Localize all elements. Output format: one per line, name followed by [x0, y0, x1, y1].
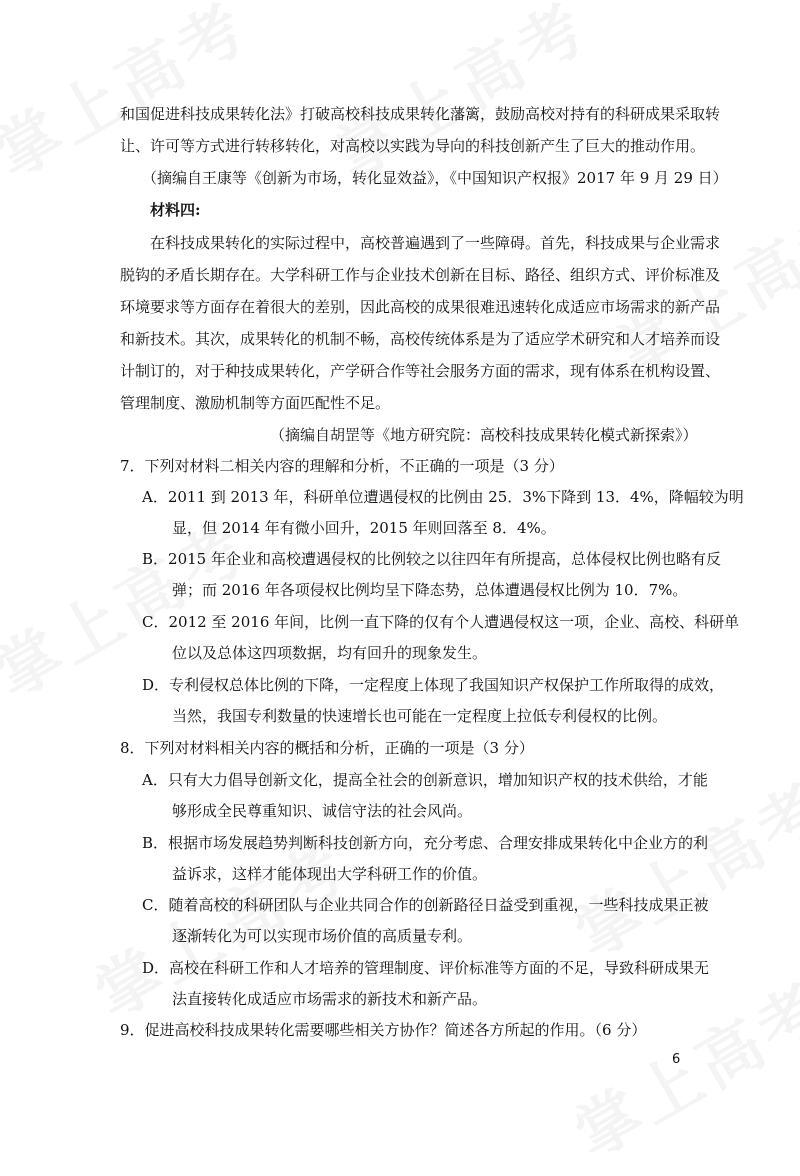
paragraph-line: 和国促进科技成果转化法》打破高校科技成果转化藩篱，鼓励高校对持有的科研成果采取转 — [120, 105, 721, 123]
option-line: 位以及总体这四项数据，均有回升的现象发生。 — [172, 644, 488, 662]
paragraph-line: 在科技成果转化的实际过程中，高校普遍遇到了一些障碍。首先，科技成果与企业需求 — [150, 234, 721, 252]
option-line: 益诉求，这样才能体现出大学科研工作的价值。 — [172, 865, 488, 883]
source-citation: （摘编自胡罡等《地方研究院：高校科技成果转化模式新探索》） — [270, 426, 698, 444]
option-line: B．2015 年企业和高校遭遇侵权的比例较之以往四年有所提高，总体侵权比例也略有反 — [142, 550, 721, 568]
paragraph-line: 让、许可等方式进行转移转化，对高校以实践为导向的科技创新产生了巨大的推动作用。 — [120, 137, 706, 155]
paragraph-line: 管理制度、激励机制等方面匹配性不足。 — [120, 394, 391, 412]
question-stem: 7．下列对材料二相关内容的理解和分析，不正确的一项是（3 分） — [120, 457, 564, 475]
option-line: 够形成全民尊重知识、诚信守法的社会风尚。 — [172, 802, 473, 820]
paragraph-line: 脱钩的矛盾长期存在。大学科研工作与企业技术创新在目标、路径、组织方式、评价标准及 — [120, 266, 721, 284]
section-heading: 材料四: — [150, 201, 201, 219]
page-number: 6 — [672, 1052, 681, 1067]
option-line: D．专利侵权总体比例的下降，一定程度上体现了我国知识产权保护工作所取得的成效， — [142, 676, 725, 694]
paragraph-line: 环境要求等方面存在着很大的差别，因此高校的成果很难迅速转化成适应市场需求的新产品 — [120, 298, 721, 316]
option-line: 显，但 2014 年有微小回升，2015 年则回落至 8．4%。 — [172, 519, 556, 537]
option-line: 弹；而 2016 年各项侵权比例均呈下降态势，总体遭遇侵权比例为 10．7%。 — [172, 581, 688, 599]
option-line: A．只有大力倡导创新文化，提高全社会的创新意识，增加知识产权的技术供给，才能 — [142, 771, 708, 789]
source-citation: （摘编自王康等《创新为市场，转化显效益》，《中国知识产权报》2017 年 9 月 29 日） — [142, 169, 728, 187]
option-line: D．高校在科研工作和人才培养的管理制度、评价标准等方面的不足，导致科研成果无 — [142, 959, 710, 977]
option-line: C．随着高校的科研团队与企业共同合作的创新路径日益受到重视，一些科技成果正被 — [142, 896, 709, 914]
question-stem: 8．下列对材料相关内容的概括和分析，正确的一项是（3 分） — [120, 739, 534, 757]
option-line: 法直接转化成适应市场需求的新技术和新产品。 — [172, 990, 488, 1008]
option-line: B．根据市场发展趋势判断科技创新方向，充分考虑、合理安排成果转化中企业方的利 — [142, 834, 709, 852]
question-stem: 9．促进高校科技成果转化需要哪些相关方协作？简述各方所起的作用。（6 分） — [120, 1021, 647, 1039]
option-line: A．2011 到 2013 年，科研单位遭遇侵权的比例由 25．3%下降到 13．4%，降幅较为明 — [142, 488, 744, 506]
paragraph-line: 和新技术。其次，成果转化的机制不畅，高校传统体系是为了适应学术研究和人才培养而设 — [120, 330, 721, 348]
paragraph-line: 计制订的，对于种技成果转化，产学研合作等社会服务方面的需求，现有体系在机构设置、 — [120, 362, 721, 380]
option-line: C．2012 至 2016 年间，比例一直下降的仅有个人遭遇侵权这一项，企业、高校、科研单 — [142, 613, 740, 631]
option-line: 逐渐转化为可以实现市场价值的高质量专利。 — [172, 927, 473, 945]
option-line: 当然，我国专利数量的快速增长也可能在一定程度上拉低专利侵权的比例。 — [172, 707, 668, 725]
